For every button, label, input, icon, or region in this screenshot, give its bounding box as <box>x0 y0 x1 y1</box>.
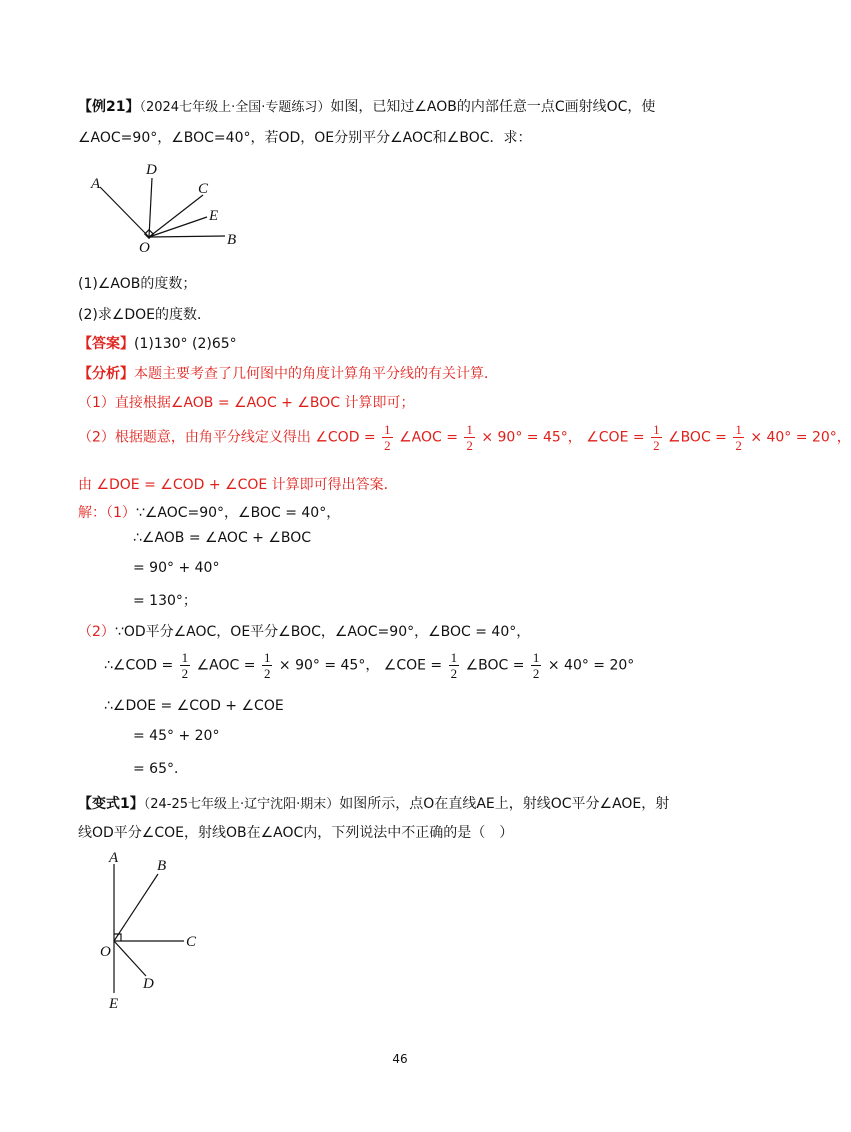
fraction-half: $\frac{1}{2}$ <box>735 422 742 453</box>
answer-values: (1)130° (2)65° <box>134 336 237 352</box>
label-o: O <box>100 944 111 960</box>
page-number: 46 <box>392 1052 408 1066</box>
fraction-half: $\frac{1}{2}$ <box>466 422 473 453</box>
solution-2-tag: （2） <box>78 624 115 640</box>
solution-1-line-3: = 90° + 40° <box>133 560 220 576</box>
analysis-step-2: （2）根据题意，由角平分线定义得出 ∠COD = $\frac{1}{2}$ ∠AOC = $\frac{1}{2}$ × 90° = 45°， ∠COE = $\frac{1}{2}$ ∠BOC = $\frac{1}{2}$ × 40° = 20°， <box>78 422 851 453</box>
example-question-line1: 如图，已知过∠AOB的内部任意一点C画射线OC，使 <box>330 99 656 115</box>
fraction-half: $\frac{1}{2}$ <box>653 422 660 453</box>
solution-part-1: 解：（1）∵∠AOC=90°，∠BOC = 40°， <box>78 505 341 521</box>
label-e: E <box>209 208 219 224</box>
label-a: A <box>91 176 101 192</box>
fraction-half: $\frac{1}{2}$ <box>263 650 271 681</box>
answer-line <box>78 333 237 353</box>
solution-1-line-2: ∴∠AOB = ∠AOC + ∠BOC <box>133 530 312 546</box>
solution-part-2: （2）∵OD平分∠AOC，OE平分∠BOC，∠AOC=90°，∠BOC = 40°， <box>78 624 531 640</box>
solution-2-line-4: = 45° + 20° <box>133 728 220 744</box>
solution-tag: 解：（1） <box>78 505 136 521</box>
analysis-step-1: （1）直接根据∠AOB = ∠AOC + ∠BOC 计算即可； <box>78 395 415 411</box>
label-a: A <box>109 850 119 866</box>
variant-question-line2: 线OD平分∠COE，射线OB在∠AOC内，下列说法中不正确的是（ ） <box>78 825 514 841</box>
analysis-line <box>78 363 498 383</box>
fraction-half: $\frac{1}{2}$ <box>532 650 540 681</box>
ray-ob <box>149 236 225 237</box>
fraction-half: $\frac{1}{2}$ <box>450 650 458 681</box>
analysis-text: 本题主要考查了几何图中的角度计算角平分线的有关计算． <box>134 366 498 382</box>
ray-oa <box>100 187 149 237</box>
label-d: D <box>146 162 157 178</box>
label-b: B <box>157 858 167 874</box>
label-c: C <box>198 181 209 197</box>
ray-od <box>149 178 152 237</box>
variant-question-line1: 如图所示，点O在直线AE上，射线OC平分∠AOE，射 <box>339 796 670 812</box>
variant-angle-figure <box>95 850 215 1015</box>
answer-tag: 【答案】 <box>78 336 134 352</box>
example-tag: 【例21】 <box>78 99 140 115</box>
analysis-tag: 【分析】 <box>78 366 134 382</box>
ray-od <box>114 941 146 976</box>
ray-oe <box>149 217 207 237</box>
label-e: E <box>109 996 119 1012</box>
variant-source: （24-25七年级上·辽宁沈阳·期末） <box>143 797 340 812</box>
variant-header <box>78 793 669 813</box>
variant-tag: 【变式1】 <box>78 796 144 812</box>
label-b: B <box>227 232 237 248</box>
example-header <box>78 96 655 116</box>
ray-oc <box>149 195 203 237</box>
solution-2-line-3: ∴∠DOE = ∠COD + ∠COE <box>104 698 284 714</box>
fraction-half: $\frac{1}{2}$ <box>181 650 189 681</box>
example-source: （2024七年级上·全国·专题练习） <box>139 100 331 115</box>
sub-question-2: (2)求∠DOE的度数． <box>78 307 212 323</box>
sub-question-1: (1)∠AOB的度数； <box>78 276 197 292</box>
ray-ob <box>114 874 158 941</box>
analysis-step-3: 由 ∠DOE = ∠COD + ∠COE 计算即可得出答案． <box>78 477 398 493</box>
solution-1-line-4: = 130°； <box>133 593 197 609</box>
label-d: D <box>143 976 154 992</box>
label-c: C <box>186 934 197 950</box>
label-o: O <box>139 240 150 256</box>
example-question-line2: ∠AOC=90°，∠BOC=40°，若OD，OE分别平分∠AOC和∠BOC．求： <box>78 130 532 146</box>
example-angle-figure <box>85 160 255 255</box>
solution-2-line-5: = 65°． <box>133 761 188 777</box>
fraction-half: $\frac{1}{2}$ <box>384 422 391 453</box>
solution-2-line-2: ∴∠COD = $\frac{1}{2}$ ∠AOC = $\frac{1}{2}$ × 90° = 45°， ∠COE = $\frac{1}{2}$ ∠BOC = $\frac{1}{2}$ × 40° = 20° <box>104 650 635 681</box>
